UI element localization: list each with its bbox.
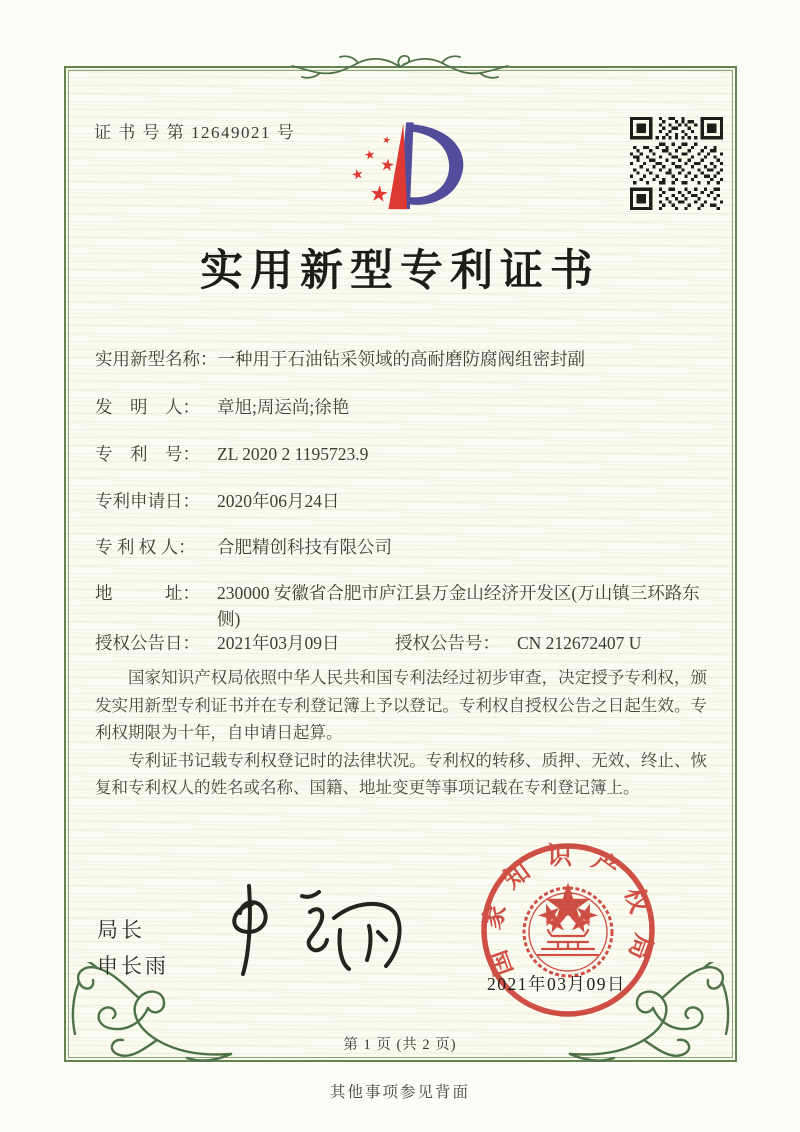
field-address xyxy=(95,580,707,632)
certificate-number: 证 书 号 第 12649021 号 xyxy=(94,123,296,142)
page-number: 第 1 页 (共 2 页) xyxy=(343,1037,457,1053)
field-value: 合肥精创科技有限公司 xyxy=(217,537,392,557)
legal-text xyxy=(95,664,707,802)
field-label: 授权公告日： xyxy=(95,633,200,653)
legal-paragraph-2: 专利证书记载专利权登记时的法律状况。专利权的转移、质押、无效、终止、恢复和专利权人的姓名或名称、国籍、地址变更等事项记载在专利登记簿上。 xyxy=(95,750,707,797)
field-grant-number xyxy=(395,630,641,656)
field-label: 地 址： xyxy=(95,583,200,603)
field-value: 2020年06月24日 xyxy=(217,491,340,511)
legal-paragraph-1: 国家知识产权局依照中华人民共和国专利法经过初步审查，决定授予专利权，颁发实用新型专利证书并在专利登记簿上予以登记。专利权自授权公告之日起生效。专利权期限为十年，自申请日起算。 xyxy=(95,668,707,742)
seal-date: 2021年03月09日 xyxy=(487,974,626,994)
field-label: 专 利 权 人： xyxy=(95,537,196,557)
logo-stars xyxy=(351,135,395,202)
field-label: 发 明 人： xyxy=(95,397,200,417)
field-value: CN 212672407 U xyxy=(517,633,642,653)
logo-p-shape xyxy=(388,122,463,209)
back-side-note: 其他事项参见背面 xyxy=(329,1084,470,1101)
field-utility-model-name xyxy=(95,346,707,372)
officer-title: 局长 xyxy=(97,919,145,942)
seal-national-emblem xyxy=(524,888,612,976)
certificate-title: 实用新型专利证书 xyxy=(200,248,600,295)
qr-code xyxy=(630,117,723,210)
field-patent-number xyxy=(95,441,707,467)
field-inventor xyxy=(95,394,707,420)
seal-ring-text: 国家知识产权局 xyxy=(478,843,658,980)
field-value: 一种用于石油钻采领域的高耐磨防腐阀组密封副 xyxy=(217,349,585,369)
field-value: ZL 2020 2 1195723.9 xyxy=(217,444,369,464)
cnipa-logo xyxy=(338,111,478,227)
top-garland-ornament xyxy=(290,53,510,81)
director-signature xyxy=(212,874,427,984)
field-filing-date xyxy=(95,488,707,514)
field-label: 授权公告号： xyxy=(395,633,500,653)
field-patentee xyxy=(95,534,707,560)
officer-name: 申长雨 xyxy=(97,955,169,978)
field-label: 专利申请日： xyxy=(95,491,200,511)
field-value: 2021年03月09日 xyxy=(217,633,340,653)
field-value: 章旭;周运尚;徐艳 xyxy=(217,397,350,417)
field-value: 230000 安徽省合肥市庐江县万金山经济开发区(万山镇三环路东侧) xyxy=(217,583,700,629)
field-grant-row xyxy=(95,630,707,656)
field-label: 实用新型名称： xyxy=(95,349,218,369)
field-label: 专 利 号： xyxy=(95,444,200,464)
field-grant-date xyxy=(95,630,395,656)
